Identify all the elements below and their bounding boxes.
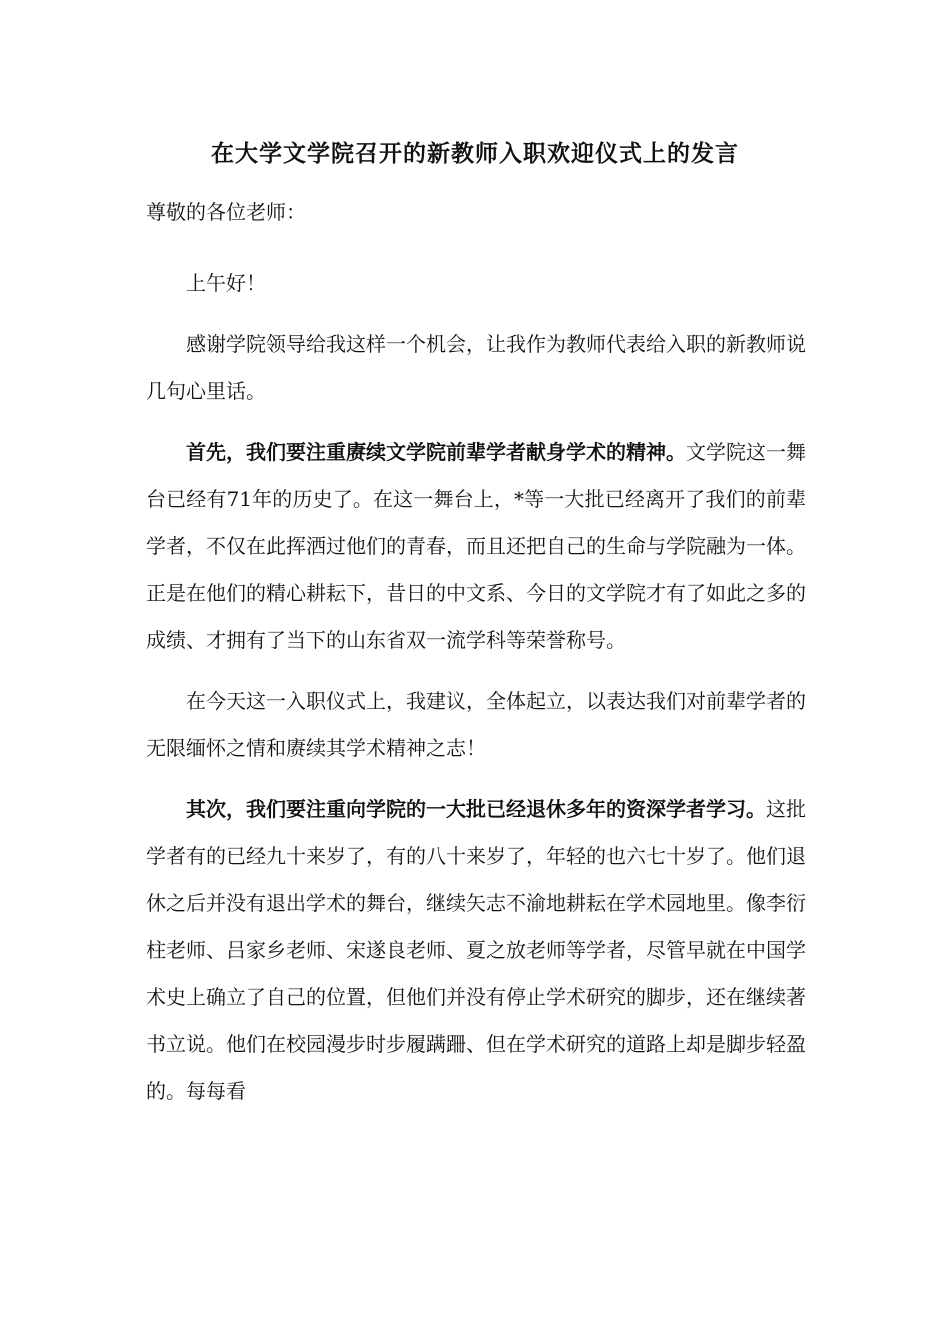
paragraph-lead: 其次，我们要注重向学院的一大批已经退休多年的资深学者学习。 xyxy=(186,797,766,821)
paragraph-lead: 首先，我们要注重赓续文学院前辈学者献身学术的精神。 xyxy=(186,440,686,464)
paragraph-second-point xyxy=(146,786,806,1115)
document-title: 在大学文学院召开的新教师入职欢迎仪式上的发言 xyxy=(211,140,739,167)
salutation: 尊敬的各位老师： xyxy=(146,200,306,224)
greeting: 上午好！ xyxy=(186,271,266,295)
paragraph-text: 在今天这一入职仪式上，我建议，全体起立，以表达我们对前辈学者的无限缅怀之情和赓续其学术精神之志！ xyxy=(146,689,806,760)
paragraph-thanks xyxy=(146,321,806,415)
paragraph-proposal xyxy=(146,678,806,772)
document-body xyxy=(146,192,806,1115)
paragraph-text: 文学院这一舞台已经有71年的历史了。在这一舞台上，*等一大批已经离开了我们的前辈学者，不仅在此挥洒过他们的青春，而且还把自己的生命与学院融为一体。正是在他们的精心耕耘下，昔日的中文系、今日的文学院才有了如此之多的成绩、才拥有了当下的山东省双一流学科等荣誉称号。 xyxy=(146,440,806,652)
paragraph-text: 这批学者有的已经九十来岁了，有的八十来岁了，年轻的也六七十岁了。他们退休之后并没有退出学术的舞台，继续矢志不渝地耕耘在学术园地里。像李衍柱老师、吕家乡老师、宋遂良老师、夏之放老师等学者，尽管早就在中国学术史上确立了自己的位置，但他们并没有停止学术研究的脚步，还在继续著书立说。他们在校园漫步时步履蹒跚、但在学术研究的道路上却是脚步轻盈的。每每看 xyxy=(146,797,806,1103)
paragraph-first-point xyxy=(146,429,806,664)
paragraph-text: 感谢学院领导给我这样一个机会，让我作为教师代表给入职的新教师说几句心里话。 xyxy=(146,332,806,403)
